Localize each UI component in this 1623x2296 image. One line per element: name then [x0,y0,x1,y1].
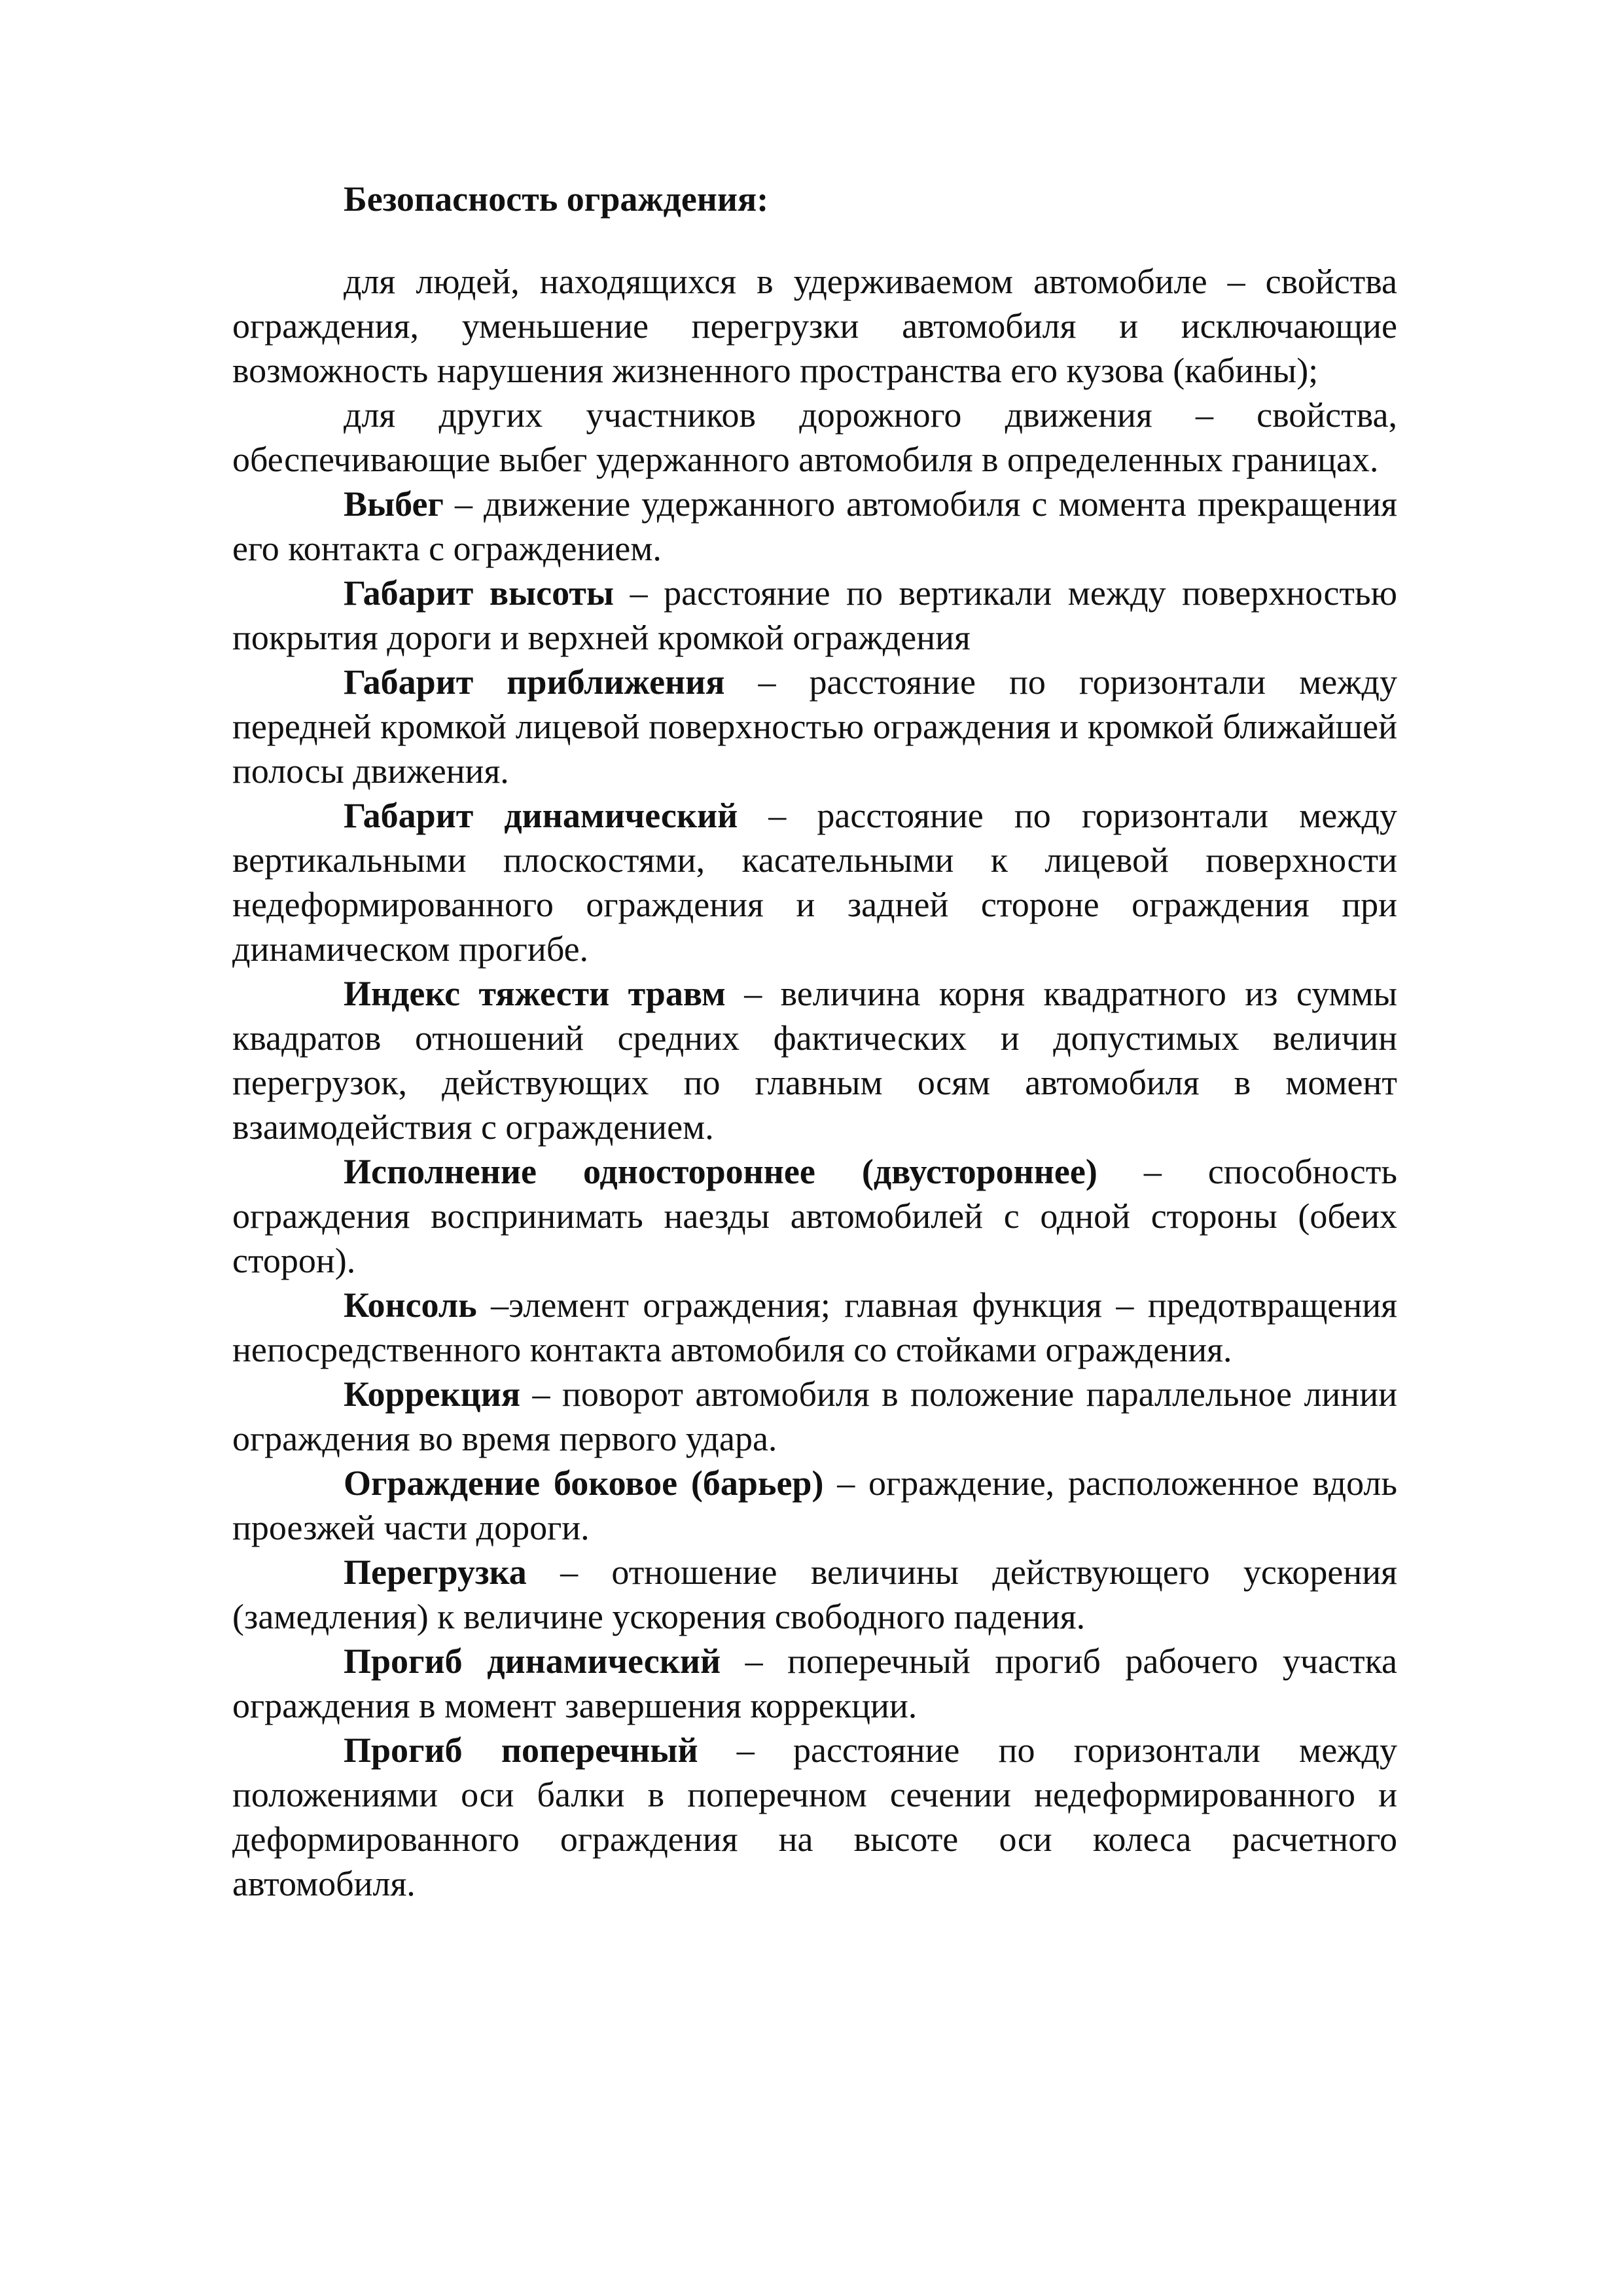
definition-text: –элемент ограждения; главная функция – предотвращения непосредственного контакта автомобиля со стойками ограждения. [232,1285,1397,1369]
definition-paragraph [232,1372,1397,1461]
definition-text: – расстояние по горизонтали между вертикальными плоскостями, касательными к лицевой поверхности недеформированного ограждения и задней стороне ограждения при динамическом прогибе. [232,796,1397,969]
definition-paragraph [232,1461,1397,1550]
definition-text: – отношение величины действующего ускорения (замедления) к величине ускорения свободного падения. [232,1552,1397,1636]
definition-text: – расстояние по горизонтали между передней кромкой лицевой поверхностью ограждения и кромкой ближайшей полосы движения. [232,662,1397,791]
definition-term: Индекс тяжести травм [344,974,726,1013]
definition-term: Ограждение боковое (барьер) [344,1463,824,1503]
definition-paragraph [232,1149,1397,1283]
definition-term: Исполнение одностороннее (двустороннее) [344,1152,1097,1191]
safety-item: для других участников дорожного движения – свойства, обеспечивающие выбег удержанного автомобиля в определенных границах. [232,395,1397,479]
definition-term: Габарит динамический [344,796,738,835]
definition-term: Габарит высоты [344,573,615,613]
section-heading: Безопасность ограждения: [344,179,769,219]
safety-item: для людей, находящихся в удерживаемом автомобиле – свойства ограждения, уменьшение перегрузки автомобиля и исключающие возможность нарушения жизненного пространства его кузова (кабины); [232,262,1397,390]
definition-paragraph [232,660,1397,793]
definition-term: Коррекция [344,1374,521,1414]
definition-text: – поворот автомобиля в положение параллельное линии ограждения во время первого удара. [232,1374,1397,1458]
definition-paragraph [232,1550,1397,1639]
definition-paragraph [232,571,1397,660]
document-page [232,177,1397,1906]
definition-text: – движение удержанного автомобиля с момента прекращения его контакта с ограждением. [232,484,1397,568]
definition-term: Габарит приближения [344,662,725,702]
definition-term: Выбег [344,484,444,524]
definition-text: – способность ограждения воспринимать наезды автомобилей с одной стороны (обеих сторон). [232,1152,1397,1280]
definition-text: – ограждение, расположенное вдоль проезжей части дороги. [232,1463,1397,1547]
definition-paragraph [232,1639,1397,1728]
definition-term: Консоль [344,1285,477,1325]
definition-paragraph [232,1728,1397,1906]
definition-text: – расстояние по горизонтали между положениями оси балки в поперечном сечении недеформированного и деформированного ограждения на высоте оси колеса расчетного автомобиля. [232,1731,1397,1903]
definition-paragraph [232,971,1397,1149]
definition-paragraph [232,1283,1397,1372]
definition-term: Прогиб динамический [344,1641,721,1681]
definition-text: – расстояние по вертикали между поверхностью покрытия дороги и верхней кромкой ограждения [232,573,1397,657]
definition-term: Перегрузка [344,1552,527,1592]
definition-term: Прогиб поперечный [344,1731,698,1770]
definition-paragraph [232,793,1397,971]
definition-text: – величина корня квадратного из суммы квадратов отношений средних фактических и допустимых величин перегрузок, действующих по главным осям автомобиля в момент взаимодействия с ограждением. [232,974,1397,1147]
definition-paragraph [232,482,1397,571]
definition-text: – поперечный прогиб рабочего участка ограждения в момент завершения коррекции. [232,1641,1397,1725]
